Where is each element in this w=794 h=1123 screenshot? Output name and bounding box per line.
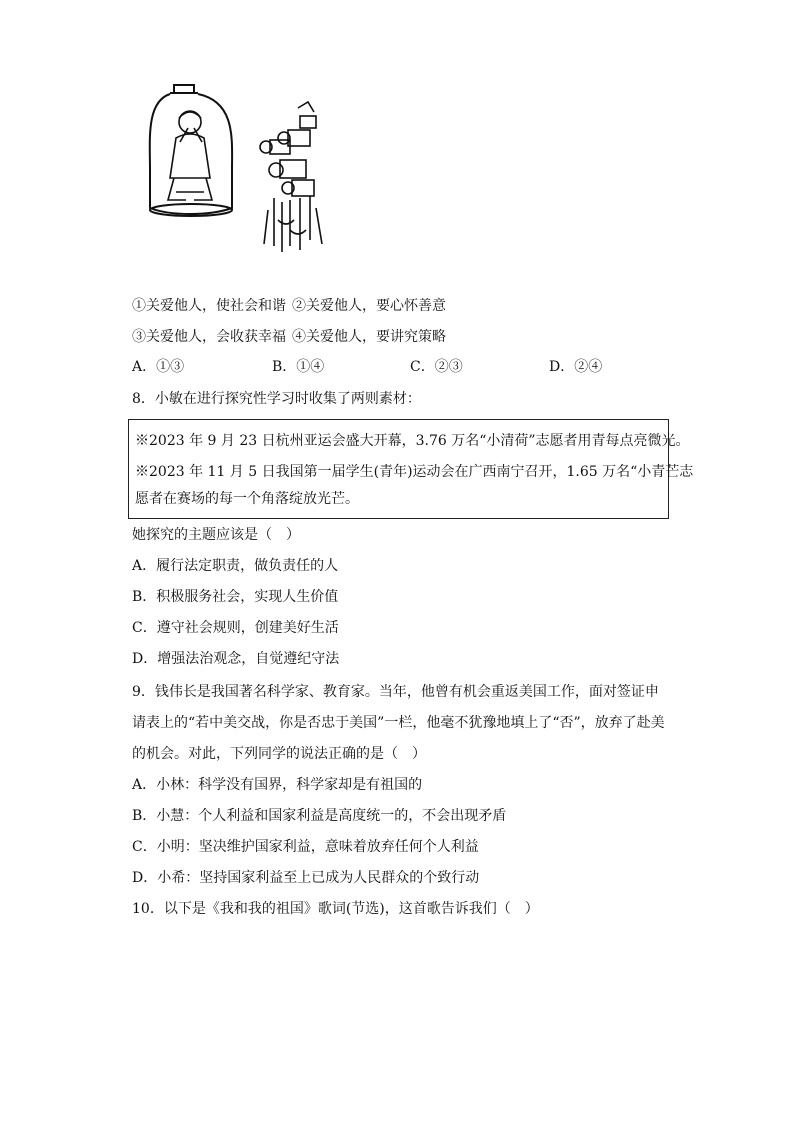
q8-option-a[interactable]: A．履行法定职责，做负责任的人 <box>132 558 339 574</box>
option-letter: D． <box>549 359 575 375</box>
q9-stem-line-2: 请表上的“若中美交战，你是否忠于美国”一栏，他毫不犹豫地填上了“否”，放弃了赴美 <box>132 715 665 731</box>
q10-stem: 10．以下是《我和我的祖国》歌词(节选)，这首歌告诉我们（ ） <box>132 901 539 917</box>
q7-statement-3: ③关爱他人，会收获幸福 <box>132 329 286 345</box>
q7-statement-4: ④关爱他人，要讲究策略 <box>292 329 446 345</box>
q8-question: 她探究的主题应该是（ ） <box>132 527 300 543</box>
q7-option-c[interactable] <box>410 357 463 377</box>
q8-material-1: ※2023 年 9 月 23 日杭州亚运会盛大开幕，3.76 万名“小清荷”志愿者用青每点亮微光。 <box>135 433 690 449</box>
q9-stem-line-3: 的机会。对此，下列同学的说法正确的是（ ） <box>132 746 426 762</box>
camera-crowd-icon <box>260 102 322 252</box>
q9-option-b[interactable]: B．小慧：个人利益和国家利益是高度统一的，不会出现矛盾 <box>132 808 507 824</box>
q7-option-b[interactable] <box>272 357 324 377</box>
bell-jar-icon <box>150 85 232 216</box>
q7-statement-2: ②关爱他人，要心怀善意 <box>292 298 446 314</box>
question-illustration <box>140 80 340 270</box>
option-text: ②③ <box>434 359 463 375</box>
q8-material-box <box>128 419 694 519</box>
q8-material-2-line-1: ※2023 年 11 月 5 日我国第一届学生(青年)运动会在广西南宁召开，1.65 万名“小青芒志 <box>135 464 694 480</box>
q8-option-b[interactable]: B．积极服务社会，实现人生价值 <box>132 589 339 605</box>
q7-option-a[interactable] <box>132 357 184 377</box>
option-text: ①④ <box>296 359 325 375</box>
q7-option-d[interactable] <box>549 357 602 377</box>
q7-statements-row-2 <box>132 327 446 347</box>
q8-stem: 8．小敏在进行探究性学习时收集了两则素材： <box>132 391 421 407</box>
q7-statements-row-1 <box>132 296 446 316</box>
option-letter: C． <box>410 359 435 375</box>
q9-option-d[interactable]: D．小希：坚持国家利益至上已成为人民群众的个致行动 <box>132 870 480 886</box>
person-icon <box>168 111 212 200</box>
q9-option-c[interactable]: C．小明：坚决维护国家利益，意味着放弃任何个人利益 <box>132 839 479 855</box>
q9-stem-line-1: 9．钱伟长是我国著名科学家、教育家。当年，他曾有机会重返美国工作，面对签证申 <box>132 684 659 700</box>
q8-option-c[interactable]: C．遵守社会规则，创建美好生活 <box>132 620 339 636</box>
option-text: ①③ <box>156 359 185 375</box>
q8-option-d[interactable]: D．增强法治观念，自觉遵纪守法 <box>132 651 340 667</box>
q9-option-a[interactable]: A．小林：科学没有国界，科学家却是有祖国的 <box>132 777 423 793</box>
option-letter: A． <box>132 359 157 375</box>
q8-material-2-line-2: 愿者在赛场的每一个角落绽放光芒。 <box>135 491 359 507</box>
option-letter: B． <box>272 359 297 375</box>
q7-statement-1: ①关爱他人，使社会和谐 <box>132 298 286 314</box>
option-text: ②④ <box>574 359 603 375</box>
